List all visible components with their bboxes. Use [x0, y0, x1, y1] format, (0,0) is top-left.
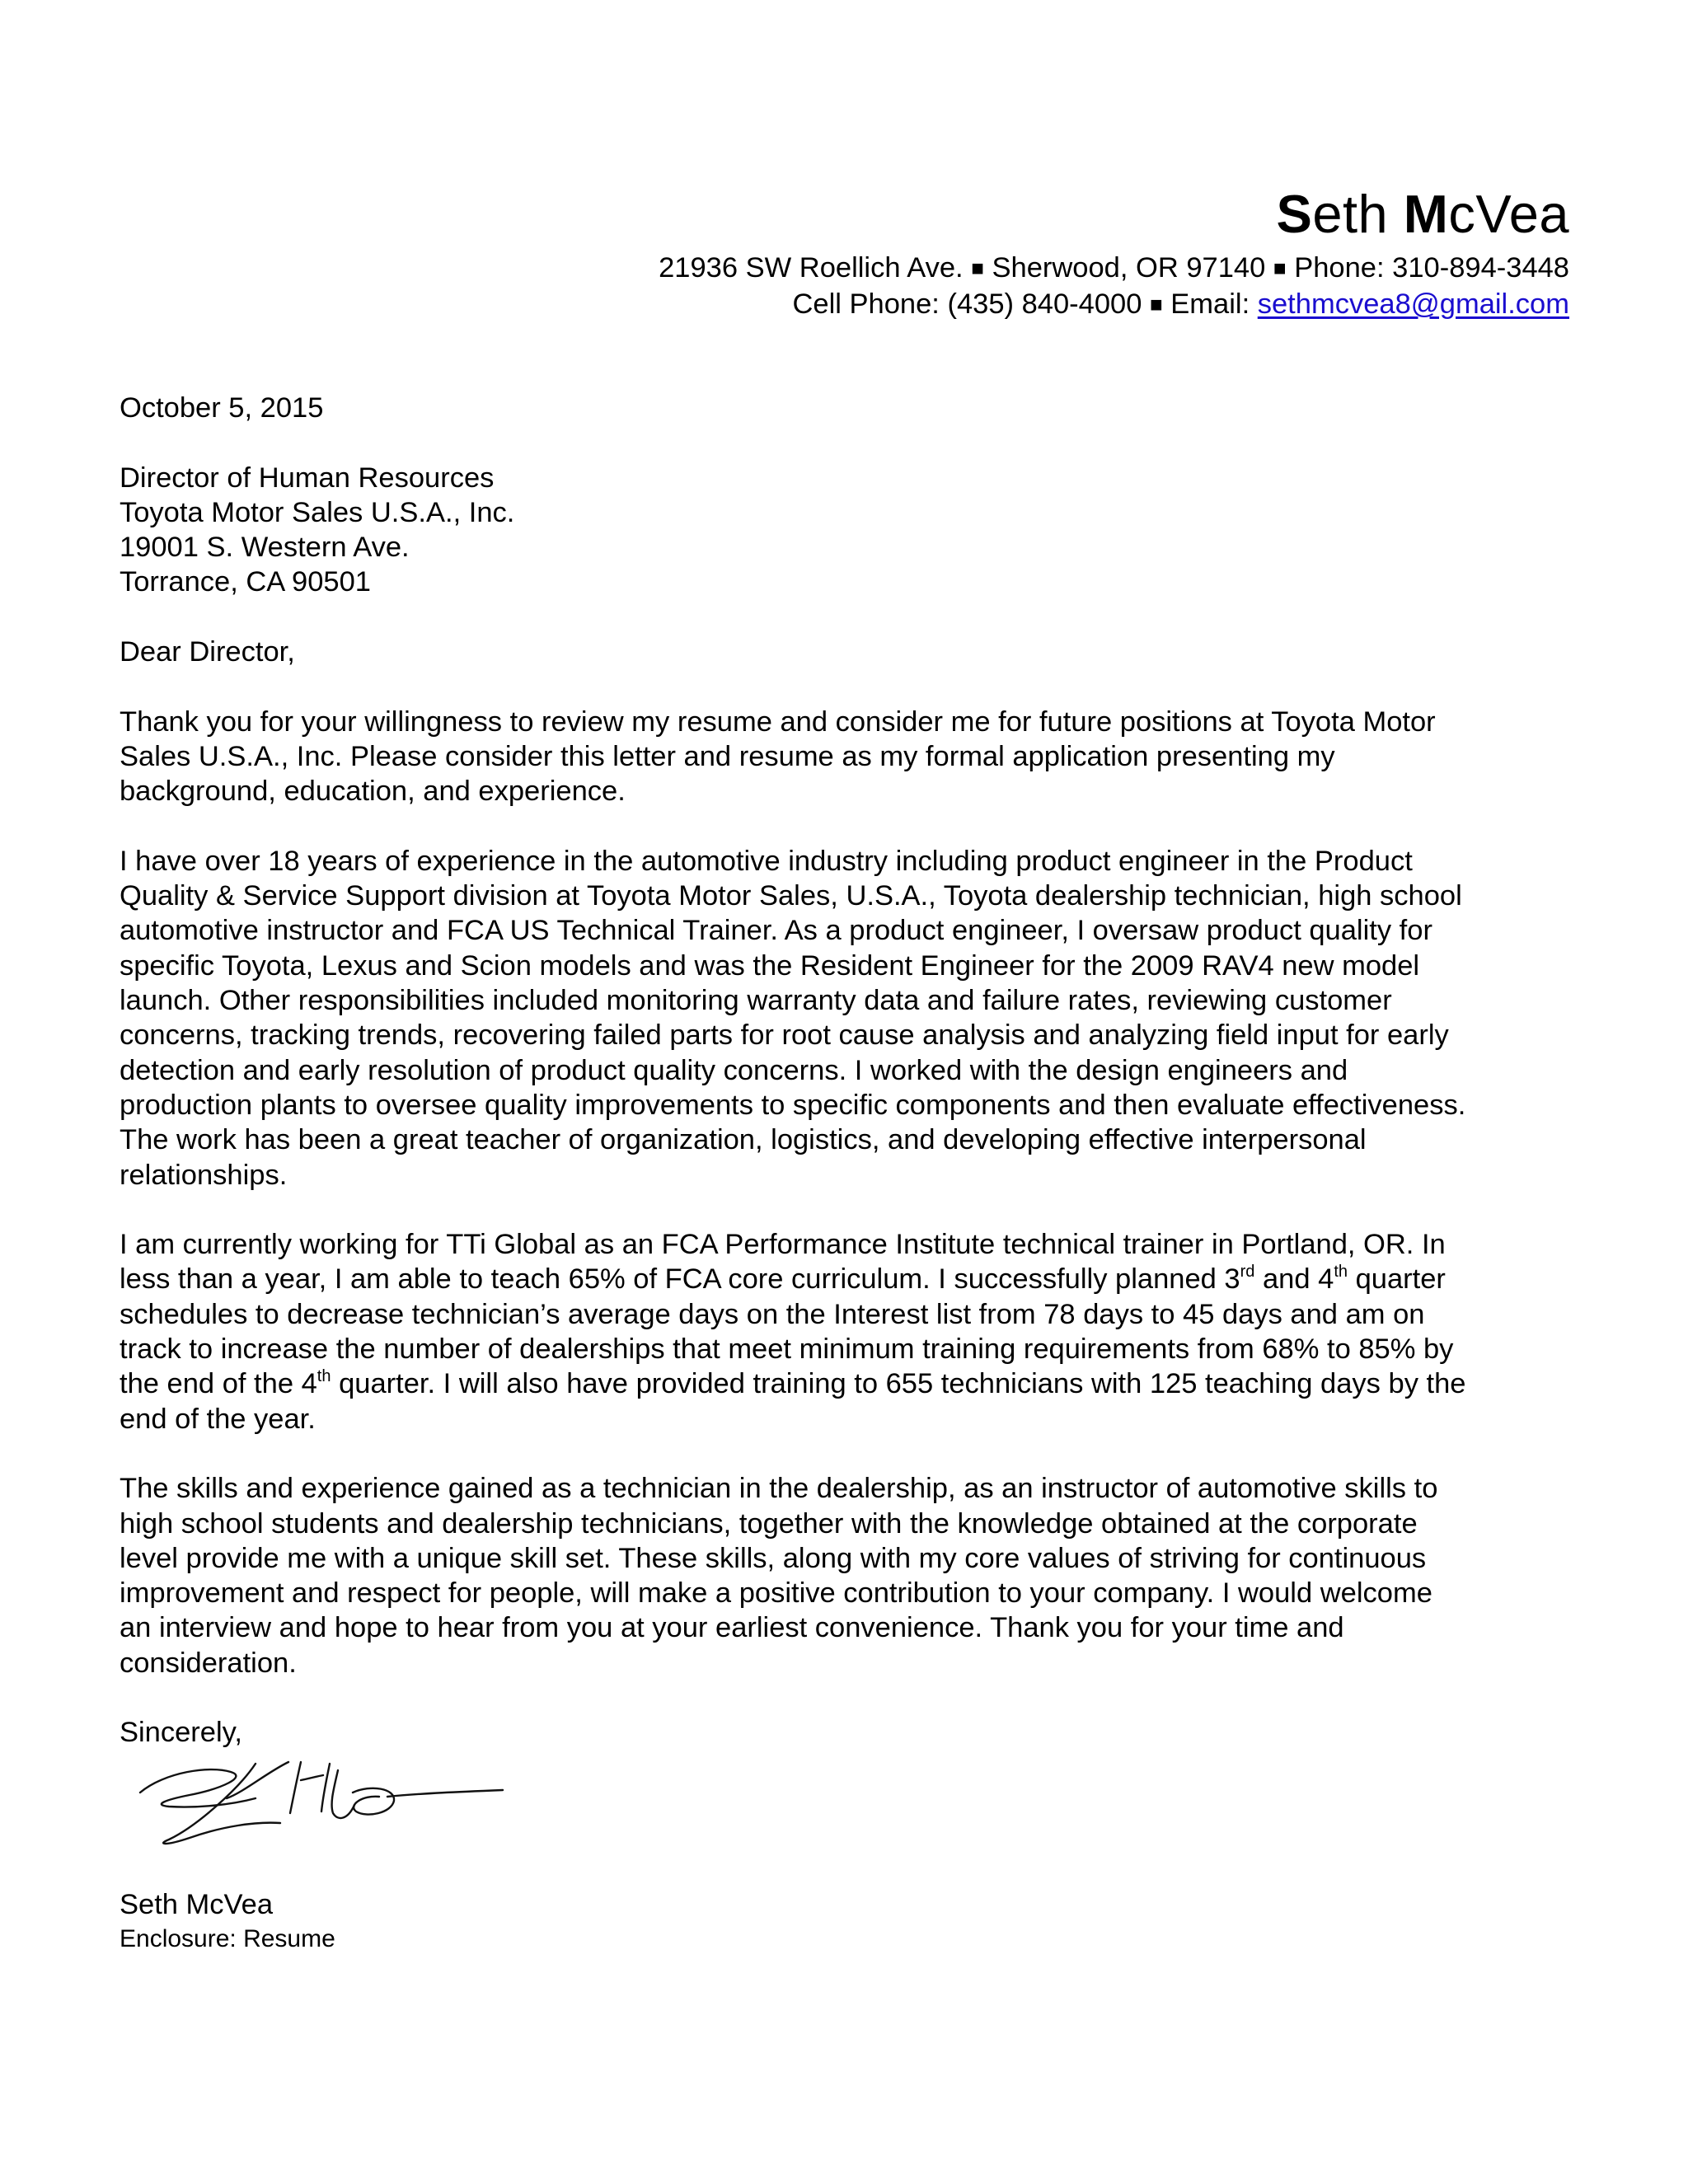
paragraph-closing: The skills and experience gained as a technician in the dealership, as an instructor of automotive skills to high school students and dealership technicians, together with the knowledge obtained at the corporate level provide me with a unique skill set. These skills, along with my core values of striving for continuous improvement and respect for people, will make a positive contribution to your company. I would welcome an interview and hope to hear from you at your earliest convenience. Thank you for your time and consideration.	[120, 1473, 1438, 1679]
sender-name: Seth McVea	[1276, 184, 1569, 244]
letter-body	[120, 391, 1578, 1785]
phone-number: Phone: 310-894-3448	[1294, 252, 1569, 284]
paragraph-current-role: I am currently working for TTi Global as an FCA Performance Institute technical trainer in Portland, OR. In less than a year, I am able to teach 65% of FCA core curriculum. I successfully planned 3rd and 4th quarter schedules to decrease technician’s average days on the Interest list from 78 days to 45 days and am on track to increase the number of dealerships that meet minimum training requirements from 68% to 85% by the end of the 4th quarter. I will also have provided training to 655 technicians with 125 teaching days by the end of the year.	[120, 1229, 1466, 1435]
paragraph-intro: Thank you for your willingness to review my resume and consider me for future positions at Toyota Motor Sales U.S.A., Inc. Please consider this letter and resume as my formal application presenting my background, education, and experience.	[120, 705, 1436, 808]
handwritten-signature	[132, 1747, 511, 1854]
letter-date: October 5, 2015	[120, 392, 324, 424]
city-state-zip: Sherwood, OR 97140	[992, 252, 1266, 284]
separator-square: ■	[1273, 255, 1287, 280]
contact-line	[659, 287, 1569, 323]
recipient-line: Director of Human Resources	[120, 462, 495, 494]
signer-name: Seth McVea	[120, 1889, 274, 1920]
salutation: Dear Director,	[120, 636, 295, 668]
separator-square: ■	[971, 255, 984, 280]
address-line	[659, 251, 1569, 287]
letterhead	[659, 183, 1569, 323]
recipient-line: Torrance, CA 90501	[120, 566, 371, 598]
recipient-line: Toyota Motor Sales U.S.A., Inc.	[120, 496, 515, 528]
recipient-address	[120, 461, 1578, 600]
street-address: 21936 SW Roellich Ave.	[659, 252, 964, 284]
closing-phrase: Sincerely,	[120, 1717, 242, 1749]
email-link[interactable]: sethmcvea8@gmail.com	[1257, 288, 1569, 320]
enclosure-note: Enclosure: Resume	[120, 1925, 335, 1952]
cell-phone: Cell Phone: (435) 840-4000	[792, 288, 1142, 320]
email-label: Email:	[1170, 288, 1250, 320]
paragraph-experience: I have over 18 years of experience in the automotive industry including product engineer in the Product Quality & Service Support division at Toyota Motor Sales, U.S.A., Toyota dealership technician, high school automotive instructor and FCA US Technical Trainer. As a product engineer, I oversaw product quality for specific Toyota, Lexus and Scion models and was the Resident Engineer for the 2009 RAV4 new model launch. Other responsibilities included monitoring warranty data and failure rates, reviewing customer concerns, tracking trends, recovering failed parts for root cause analysis and analyzing field input for early detection and early resolution of product quality concerns. I worked with the design engineers and production plants to oversee quality improvements to specific components and then evaluate effectiveness. The work has been a great teacher of organization, logistics, and developing effective interpersonal relationships.	[120, 845, 1466, 1191]
recipient-line: 19001 S. Western Ave.	[120, 532, 410, 564]
separator-square: ■	[1149, 292, 1163, 316]
